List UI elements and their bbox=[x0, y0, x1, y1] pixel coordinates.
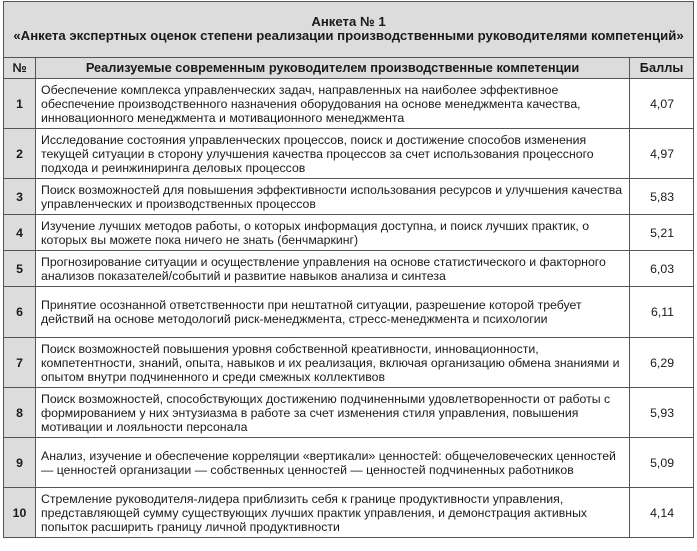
header-score: Баллы bbox=[630, 58, 694, 79]
row-number: 4 bbox=[4, 215, 36, 251]
row-number: 3 bbox=[4, 179, 36, 215]
table-row bbox=[4, 488, 694, 538]
row-text: Принятие осознанной ответственности при нештатной ситуации, разрешение которой требует действий на основе методологий риск-менеджмента, стресс-менеджмента и психологии bbox=[36, 287, 630, 338]
row-score: 4,97 bbox=[630, 129, 694, 179]
competence-table bbox=[3, 1, 694, 538]
row-text: Исследование состояния управленческих процессов, поиск и достижение способов изменения текущей ситуации в сторону улучшения качества процессов за счет использования процессного подхода и реинжиниринга деловых процессов bbox=[36, 129, 630, 179]
row-text: Прогнозирование ситуации и осуществление управления на основе статистического и факторного анализов показателей/событий и развитие навыков анализа и синтеза bbox=[36, 251, 630, 287]
table-row bbox=[4, 129, 694, 179]
row-score: 5,21 bbox=[630, 215, 694, 251]
row-text: Изучение лучших методов работы, о которых информация доступна, и поиск лучших практик, о которых вы можете пока ничего не знать (бенчмаркинг) bbox=[36, 215, 630, 251]
row-number: 10 bbox=[4, 488, 36, 538]
row-text: Поиск возможностей, способствующих достижению подчиненными удовлетворенности от работы с формированием у них энтузиазма в работе за счет изменения стиля управления, повышения мотивации и лояльности персонала bbox=[36, 388, 630, 438]
row-number: 1 bbox=[4, 79, 36, 129]
title-line-1: Анкета № 1 bbox=[311, 13, 386, 29]
row-score: 4,14 bbox=[630, 488, 694, 538]
table-row bbox=[4, 388, 694, 438]
row-text: Поиск возможностей для повышения эффективности использования ресурсов и улучшения качества управленческих и производственных процессов bbox=[36, 179, 630, 215]
row-number: 8 bbox=[4, 388, 36, 438]
table-row bbox=[4, 338, 694, 388]
table-title bbox=[4, 2, 694, 58]
table-row bbox=[4, 79, 694, 129]
header-competence: Реализуемые современным руководителем производственные компетенции bbox=[36, 58, 630, 79]
table-row bbox=[4, 179, 694, 215]
header-row bbox=[4, 58, 694, 79]
row-number: 7 bbox=[4, 338, 36, 388]
row-text: Поиск возможностей повышения уровня собственной креативности, инновационности, компетентности, знаний, опыта, навыков и их реализация, включая организацию обмена знаниями и опытом внутри подчиненного и среди смежных коллективов bbox=[36, 338, 630, 388]
title-line-2: «Анкета экспертных оценок степени реализации производственными руководителями компетенций» bbox=[13, 28, 684, 43]
row-score: 6,11 bbox=[630, 287, 694, 338]
row-number: 5 bbox=[4, 251, 36, 287]
title-row bbox=[4, 2, 694, 58]
table-row bbox=[4, 251, 694, 287]
table-row bbox=[4, 438, 694, 488]
row-score: 5,83 bbox=[630, 179, 694, 215]
questionnaire bbox=[3, 1, 693, 538]
header-num: № bbox=[4, 58, 36, 79]
row-score: 4,07 bbox=[630, 79, 694, 129]
row-score: 6,03 bbox=[630, 251, 694, 287]
table-row bbox=[4, 215, 694, 251]
row-text: Анализ, изучение и обеспечение корреляции «вертикали» ценностей: общечеловеческих ценностей — ценностей организации — собственных ценностей — ценностей подчиненных работников bbox=[36, 438, 630, 488]
row-text: Обеспечение комплекса управленческих задач, направленных на наиболее эффективное обеспечение производственного назначения оборудования на основе менеджмента качества, инновационного менеджмента и мотивационного менеджмента bbox=[36, 79, 630, 129]
table-row bbox=[4, 287, 694, 338]
row-text: Стремление руководителя-лидера приблизить себя к границе продуктивности управления, представляющей сумму существующих лучших практик управления, и демонстрация активных попыток расширить границу личной продуктивности bbox=[36, 488, 630, 538]
row-number: 9 bbox=[4, 438, 36, 488]
row-score: 5,93 bbox=[630, 388, 694, 438]
row-number: 2 bbox=[4, 129, 36, 179]
row-score: 6,29 bbox=[630, 338, 694, 388]
row-number: 6 bbox=[4, 287, 36, 338]
row-score: 5,09 bbox=[630, 438, 694, 488]
